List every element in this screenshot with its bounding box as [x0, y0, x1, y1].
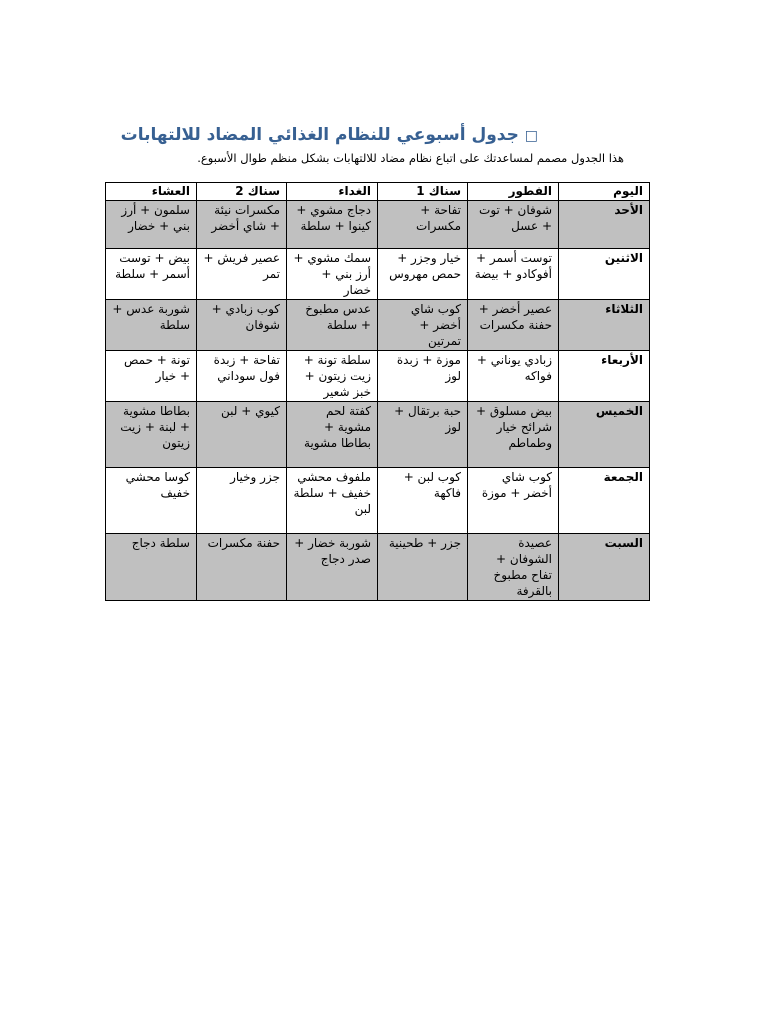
table-row — [106, 468, 650, 534]
breakfast-cell: بيض مسلوق + شرائح خيار وطماطم — [468, 402, 559, 468]
day-cell: الأربعاء — [559, 351, 650, 402]
day-cell: السبت — [559, 534, 650, 601]
snack-2-cell: حفنة مكسرات — [197, 534, 287, 601]
dinner-cell: تونة + حمص + خيار — [106, 351, 197, 402]
snack-1-cell: كوب شاي أخضر + تمرتين — [378, 300, 468, 351]
snack-1-cell: خيار وجزر + حمص مهروس — [378, 249, 468, 300]
breakfast-cell: عصيدة الشوفان + تفاح مطبوخ بالقرفة — [468, 534, 559, 601]
table-row — [106, 249, 650, 300]
snack-2-cell: كوب زبادي + شوفان — [197, 300, 287, 351]
breakfast-cell: شوفان + توت + عسل — [468, 201, 559, 249]
table-row — [106, 351, 650, 402]
dinner-cell: سلمون + أرز بني + خضار — [106, 201, 197, 249]
day-cell: الخميس — [559, 402, 650, 468]
snack-1-cell: جزر + طحينية — [378, 534, 468, 601]
dinner-cell: بطاطا مشوية + لبنة + زيت زيتون — [106, 402, 197, 468]
lunch-cell: سلطة تونة + زيت زيتون + خبز شعير — [287, 351, 378, 402]
dinner-cell: كوسا محشي خفيف — [106, 468, 197, 534]
snack-1-cell: تفاحة + مكسرات — [378, 201, 468, 249]
snack-1-cell: حبة برتقال + لوز — [378, 402, 468, 468]
day-cell: الأحد — [559, 201, 650, 249]
header-breakfast: الفطور — [468, 183, 559, 201]
dinner-cell: شوربة عدس + سلطة — [106, 300, 197, 351]
missing-glyph-icon: □ — [524, 128, 538, 144]
table-header-row — [106, 183, 650, 201]
meal-plan-table — [105, 182, 650, 601]
lunch-cell: دجاج مشوي + كينوا + سلطة — [287, 201, 378, 249]
header-snack-2: سناك 2 — [197, 183, 287, 201]
lunch-cell: ملفوف محشي خفيف + سلطة لبن — [287, 468, 378, 534]
day-cell: الثلاثاء — [559, 300, 650, 351]
snack-1-cell: موزة + زبدة لوز — [378, 351, 468, 402]
header-lunch: الغداء — [287, 183, 378, 201]
header-dinner: العشاء — [106, 183, 197, 201]
breakfast-cell: كوب شاي أخضر + موزة — [468, 468, 559, 534]
snack-2-cell: عصير فريش + تمر — [197, 249, 287, 300]
snack-2-cell: مكسرات نيئة + شاي أخضر — [197, 201, 287, 249]
document-title — [106, 123, 538, 148]
dinner-cell: سلطة دجاج — [106, 534, 197, 601]
lunch-cell: عدس مطبوخ + سلطة — [287, 300, 378, 351]
table-row — [106, 201, 650, 249]
table-row — [106, 402, 650, 468]
snack-2-cell: تفاحة + زبدة فول سوداني — [197, 351, 287, 402]
lunch-cell: شوربة خضار + صدر دجاج — [287, 534, 378, 601]
header-snack-1: سناك 1 — [378, 183, 468, 201]
snack-2-cell: كيوي + لبن — [197, 402, 287, 468]
day-cell: الاثنين — [559, 249, 650, 300]
dinner-cell: بيض + توست أسمر + سلطة — [106, 249, 197, 300]
table-row — [106, 300, 650, 351]
snack-2-cell: جزر وخيار — [197, 468, 287, 534]
lunch-cell: سمك مشوي + أرز بني + خضار — [287, 249, 378, 300]
breakfast-cell: عصير أخضر + حفنة مكسرات — [468, 300, 559, 351]
table-row — [106, 534, 650, 601]
day-cell: الجمعة — [559, 468, 650, 534]
breakfast-cell: توست أسمر + أفوكادو + بيضة — [468, 249, 559, 300]
document-title-text: جدول أسبوعي للنظام الغذائي المضاد للالتهابات — [120, 125, 519, 145]
lunch-cell: كفتة لحم مشوية + بطاطا مشوية — [287, 402, 378, 468]
header-day: اليوم — [559, 183, 650, 201]
document-intro: هذا الجدول مصمم لمساعدتك على اتباع نظام مضاد للالتهابات بشكل منظم طوال الأسبوع. — [197, 151, 624, 165]
breakfast-cell: زبادي يوناني + فواكه — [468, 351, 559, 402]
snack-1-cell: كوب لبن + فاكهة — [378, 468, 468, 534]
